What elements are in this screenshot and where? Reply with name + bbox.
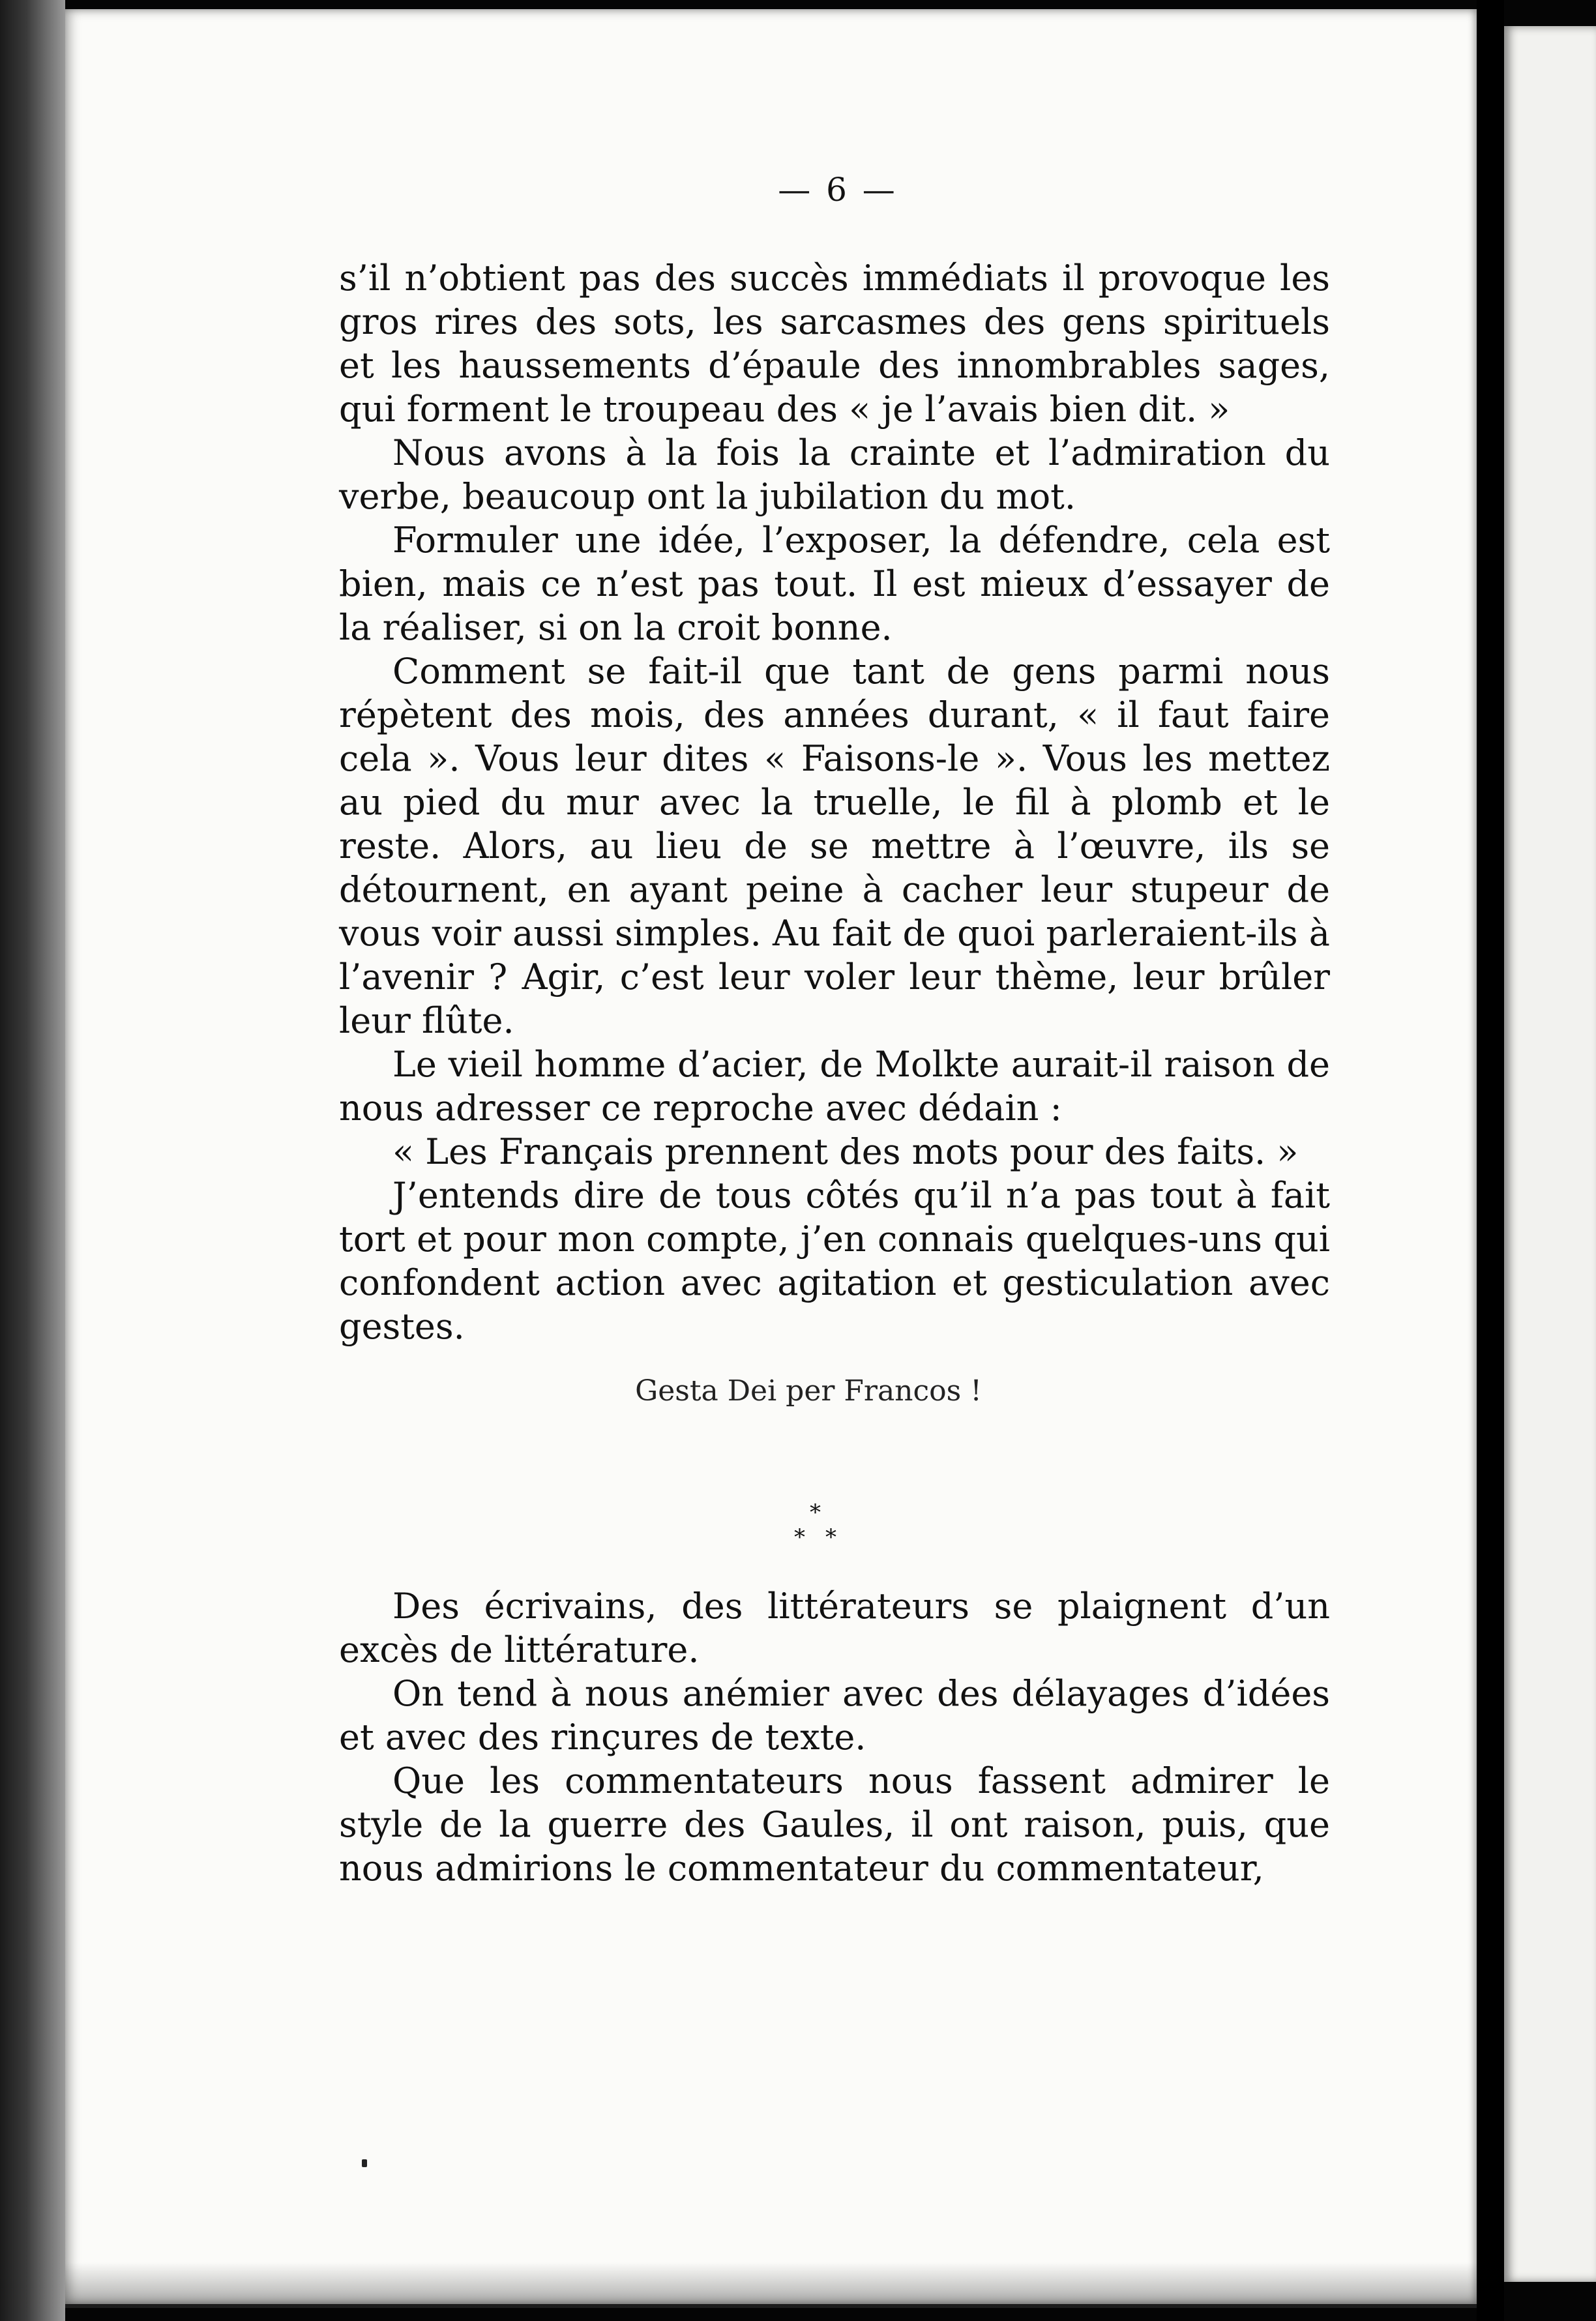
paragraph: Des écrivains, des littérateurs se plaignent d’un excès de littérature. [339,1586,1330,1670]
ink-speck [362,2159,367,2167]
paragraph: Formuler une idée, l’exposer, la défendre, cela est bien, mais ce n’est pas tout. Il est mieux d’essayer de la réaliser, si on la croit bonne. [339,520,1330,648]
paragraph: Le vieil homme d’acier, de Molkte aurait-il raison de nous adresser ce reproche avec dédain : [339,1044,1330,1129]
latin-motto: Gesta Dei per Francos ! [635,1374,982,1408]
paragraph: Que les commentateurs nous fassent admirer le style de la guerre des Gaules, il ont raison, puis, que nous admirions le commentateur du commentateur, [339,1760,1330,1889]
adjacent-page-edge [1504,26,1596,2282]
text-block-bottom [339,1584,1330,1890]
page-number: — 6 — [778,171,898,209]
paragraph: Comment se fait-il que tant de gens parmi nous répètent des mois, des années durant, « il faut faire cela ». Vous leur dites « Faisons-le ». Vous les mettez au pied du mur avec la truelle, le fil à plomb et le reste. Alors, au lieu de se mettre à l’œuvre, ils se détournent, en ayant peine à cacher leur stupeur de vous voir aussi simples. Au fait de quoi parleraient-ils à l’avenir ? Agir, c’est leur voler leur thème, leur brûler leur flûte. [339,651,1330,1041]
page-bottom-shadow [65,2262,1477,2308]
asterism-star: * [825,1524,836,1550]
asterism-star: * [794,1524,805,1550]
quotation: « Les Français prennent des mots pour des faits. » [392,1131,1299,1172]
paragraph: s’il n’obtient pas des succès immédiats il provoque les gros rires des sots, les sarcasmes des gens spirituels et les haussements d’épaule des innombrables sages, qui forment le troupeau des « je l’avais bien dit. » [339,258,1330,430]
text-block-top [339,256,1330,1348]
paragraph: Nous avons à la fois la crainte et l’admiration du verbe, beaucoup ont la jubilation du mot. [339,432,1330,517]
asterism-section-break [769,1500,874,1552]
asterism-star: * [810,1500,821,1526]
paragraph: J’entends dire de tous côtés qu’il n’a pas tout à fait tort et pour mon compte, j’en connais quelques-uns qui confondent action avec agitation et gesticulation avec gestes. [339,1175,1330,1347]
page-gutter [1477,0,1504,2321]
paragraph: On tend à nous anémier avec des délayages d’idées et avec des rinçures de texte. [339,1673,1330,1758]
book-spine-edge [0,0,65,2321]
